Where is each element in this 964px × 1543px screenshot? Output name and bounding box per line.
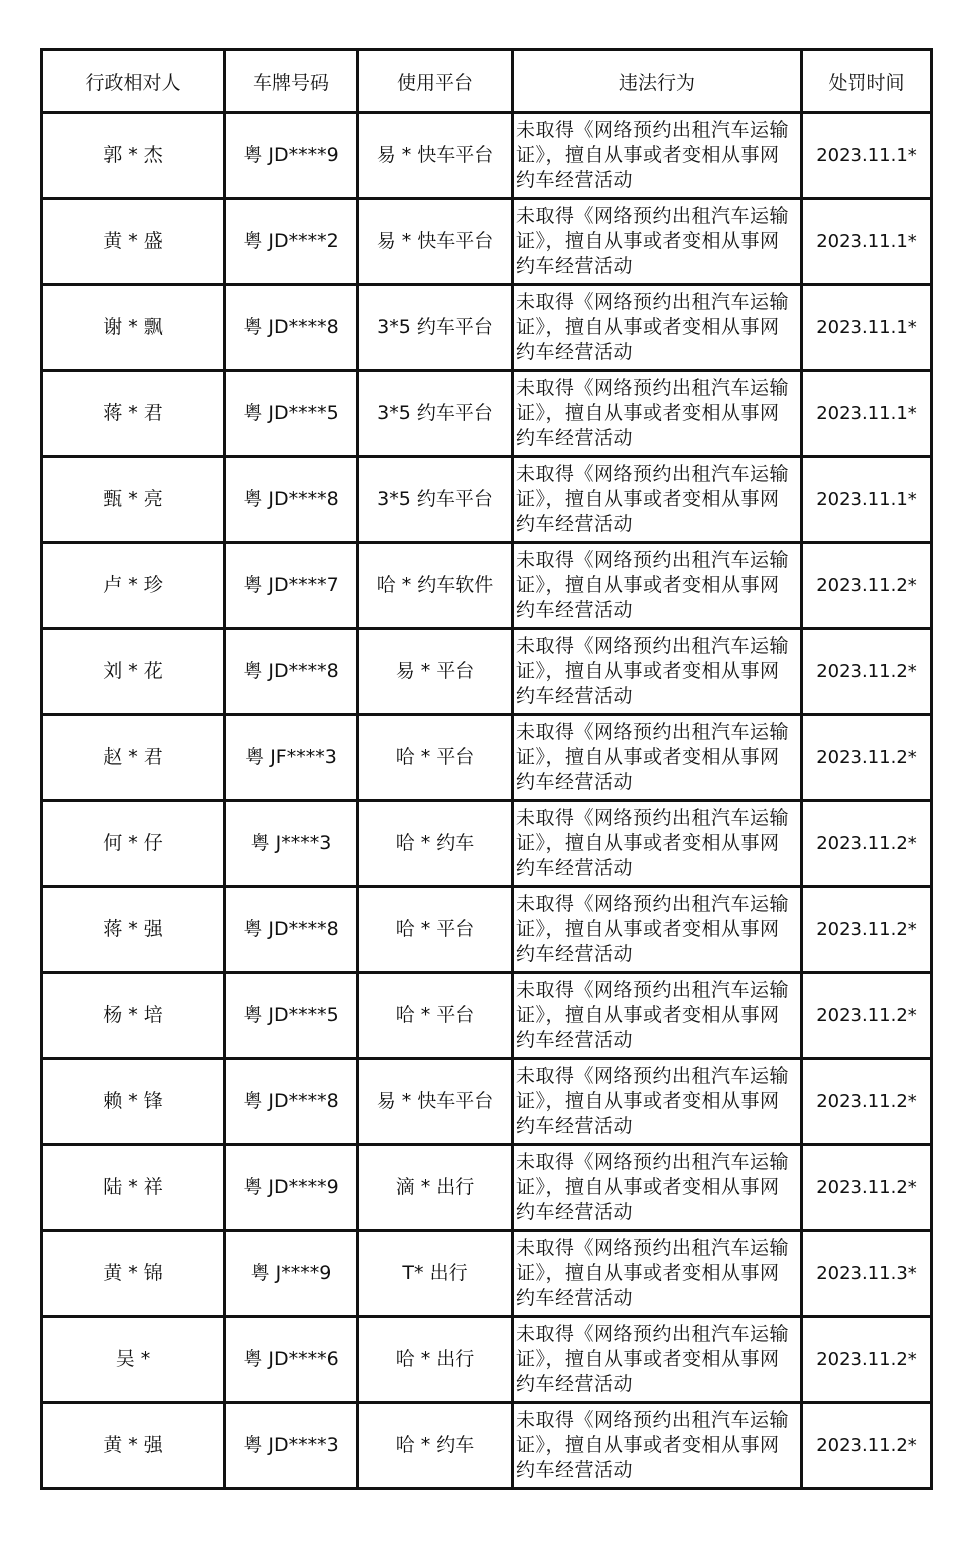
- date-cell: 2023.11.2*: [802, 887, 932, 973]
- party-cell: 赵 * 君: [42, 715, 225, 801]
- plate-cell: 粤 JD****5: [225, 371, 358, 457]
- date-cell: 2023.11.3*: [802, 1231, 932, 1317]
- plate-cell: 粤 JF****3: [225, 715, 358, 801]
- violation-cell: 未取得《网络预约出租汽车运输证》，擅自从事或者变相从事网约车经营活动: [513, 113, 802, 199]
- date-cell: 2023.11.2*: [802, 973, 932, 1059]
- date-cell: 2023.11.1*: [802, 457, 932, 543]
- table-row: [42, 629, 932, 715]
- plate-cell: 粤 J****9: [225, 1231, 358, 1317]
- date-cell: 2023.11.2*: [802, 1145, 932, 1231]
- platform-cell: 3*5 约车平台: [358, 371, 513, 457]
- table-row: [42, 113, 932, 199]
- platform-cell: 哈 * 平台: [358, 715, 513, 801]
- plate-cell: 粤 JD****2: [225, 199, 358, 285]
- platform-cell: 哈 * 平台: [358, 973, 513, 1059]
- table-row: [42, 1317, 932, 1403]
- violation-cell: 未取得《网络预约出租汽车运输证》，擅自从事或者变相从事网约车经营活动: [513, 801, 802, 887]
- penalty-table: [40, 48, 933, 1490]
- plate-cell: 粤 JD****8: [225, 1059, 358, 1145]
- header-row: [42, 50, 932, 113]
- table-row: [42, 285, 932, 371]
- table-row: [42, 1231, 932, 1317]
- header-platform: 使用平台: [358, 50, 513, 113]
- date-cell: 2023.11.2*: [802, 801, 932, 887]
- plate-cell: 粤 JD****8: [225, 887, 358, 973]
- party-cell: 郭 * 杰: [42, 113, 225, 199]
- date-cell: 2023.11.2*: [802, 629, 932, 715]
- platform-cell: 易 * 快车平台: [358, 199, 513, 285]
- party-cell: 甄 * 亮: [42, 457, 225, 543]
- party-cell: 赖 * 锋: [42, 1059, 225, 1145]
- table-row: [42, 543, 932, 629]
- party-cell: 谢 * 飘: [42, 285, 225, 371]
- platform-cell: 易 * 快车平台: [358, 113, 513, 199]
- party-cell: 黄 * 强: [42, 1403, 225, 1489]
- platform-cell: 3*5 约车平台: [358, 285, 513, 371]
- plate-cell: 粤 JD****8: [225, 285, 358, 371]
- table-row: [42, 715, 932, 801]
- violation-cell: 未取得《网络预约出租汽车运输证》，擅自从事或者变相从事网约车经营活动: [513, 1059, 802, 1145]
- plate-cell: 粤 JD****8: [225, 629, 358, 715]
- header-date: 处罚时间: [802, 50, 932, 113]
- party-cell: 何 * 仔: [42, 801, 225, 887]
- platform-cell: 易 * 快车平台: [358, 1059, 513, 1145]
- violation-cell: 未取得《网络预约出租汽车运输证》，擅自从事或者变相从事网约车经营活动: [513, 1231, 802, 1317]
- plate-cell: 粤 JD****9: [225, 113, 358, 199]
- date-cell: 2023.11.2*: [802, 1403, 932, 1489]
- table-header: [42, 50, 932, 113]
- table-row: [42, 1403, 932, 1489]
- date-cell: 2023.11.2*: [802, 1059, 932, 1145]
- plate-cell: 粤 JD****5: [225, 973, 358, 1059]
- party-cell: 黄 * 盛: [42, 199, 225, 285]
- violation-cell: 未取得《网络预约出租汽车运输证》，擅自从事或者变相从事网约车经营活动: [513, 543, 802, 629]
- party-cell: 刘 * 花: [42, 629, 225, 715]
- table-row: [42, 457, 932, 543]
- plate-cell: 粤 JD****7: [225, 543, 358, 629]
- violation-cell: 未取得《网络预约出租汽车运输证》，擅自从事或者变相从事网约车经营活动: [513, 887, 802, 973]
- platform-cell: 哈 * 约车: [358, 801, 513, 887]
- party-cell: 杨 * 培: [42, 973, 225, 1059]
- table-row: [42, 887, 932, 973]
- date-cell: 2023.11.1*: [802, 113, 932, 199]
- violation-cell: 未取得《网络预约出租汽车运输证》，擅自从事或者变相从事网约车经营活动: [513, 371, 802, 457]
- violation-cell: 未取得《网络预约出租汽车运输证》，擅自从事或者变相从事网约车经营活动: [513, 199, 802, 285]
- violation-cell: 未取得《网络预约出租汽车运输证》，擅自从事或者变相从事网约车经营活动: [513, 285, 802, 371]
- table-row: [42, 371, 932, 457]
- plate-cell: 粤 JD****8: [225, 457, 358, 543]
- platform-cell: 哈 * 出行: [358, 1317, 513, 1403]
- header-party: 行政相对人: [42, 50, 225, 113]
- platform-cell: 哈 * 平台: [358, 887, 513, 973]
- violation-cell: 未取得《网络预约出租汽车运输证》，擅自从事或者变相从事网约车经营活动: [513, 1403, 802, 1489]
- plate-cell: 粤 J****3: [225, 801, 358, 887]
- table-row: [42, 801, 932, 887]
- party-cell: 黄 * 锦: [42, 1231, 225, 1317]
- violation-cell: 未取得《网络预约出租汽车运输证》，擅自从事或者变相从事网约车经营活动: [513, 1145, 802, 1231]
- platform-cell: T* 出行: [358, 1231, 513, 1317]
- party-cell: 蒋 * 君: [42, 371, 225, 457]
- table-row: [42, 1059, 932, 1145]
- table-row: [42, 973, 932, 1059]
- date-cell: 2023.11.1*: [802, 285, 932, 371]
- violation-cell: 未取得《网络预约出租汽车运输证》，擅自从事或者变相从事网约车经营活动: [513, 457, 802, 543]
- party-cell: 卢 * 珍: [42, 543, 225, 629]
- platform-cell: 滴 * 出行: [358, 1145, 513, 1231]
- violation-cell: 未取得《网络预约出租汽车运输证》，擅自从事或者变相从事网约车经营活动: [513, 973, 802, 1059]
- platform-cell: 3*5 约车平台: [358, 457, 513, 543]
- date-cell: 2023.11.2*: [802, 1317, 932, 1403]
- date-cell: 2023.11.2*: [802, 715, 932, 801]
- header-violation: 违法行为: [513, 50, 802, 113]
- violation-cell: 未取得《网络预约出租汽车运输证》，擅自从事或者变相从事网约车经营活动: [513, 715, 802, 801]
- party-cell: 陆 * 祥: [42, 1145, 225, 1231]
- date-cell: 2023.11.2*: [802, 543, 932, 629]
- party-cell: 吴 *: [42, 1317, 225, 1403]
- violation-cell: 未取得《网络预约出租汽车运输证》，擅自从事或者变相从事网约车经营活动: [513, 629, 802, 715]
- platform-cell: 哈 * 约车: [358, 1403, 513, 1489]
- header-plate: 车牌号码: [225, 50, 358, 113]
- violation-cell: 未取得《网络预约出租汽车运输证》，擅自从事或者变相从事网约车经营活动: [513, 1317, 802, 1403]
- table-body: [42, 113, 932, 1489]
- plate-cell: 粤 JD****9: [225, 1145, 358, 1231]
- table-row: [42, 199, 932, 285]
- plate-cell: 粤 JD****6: [225, 1317, 358, 1403]
- date-cell: 2023.11.1*: [802, 199, 932, 285]
- platform-cell: 哈 * 约车软件: [358, 543, 513, 629]
- party-cell: 蒋 * 强: [42, 887, 225, 973]
- plate-cell: 粤 JD****3: [225, 1403, 358, 1489]
- date-cell: 2023.11.1*: [802, 371, 932, 457]
- platform-cell: 易 * 平台: [358, 629, 513, 715]
- table-row: [42, 1145, 932, 1231]
